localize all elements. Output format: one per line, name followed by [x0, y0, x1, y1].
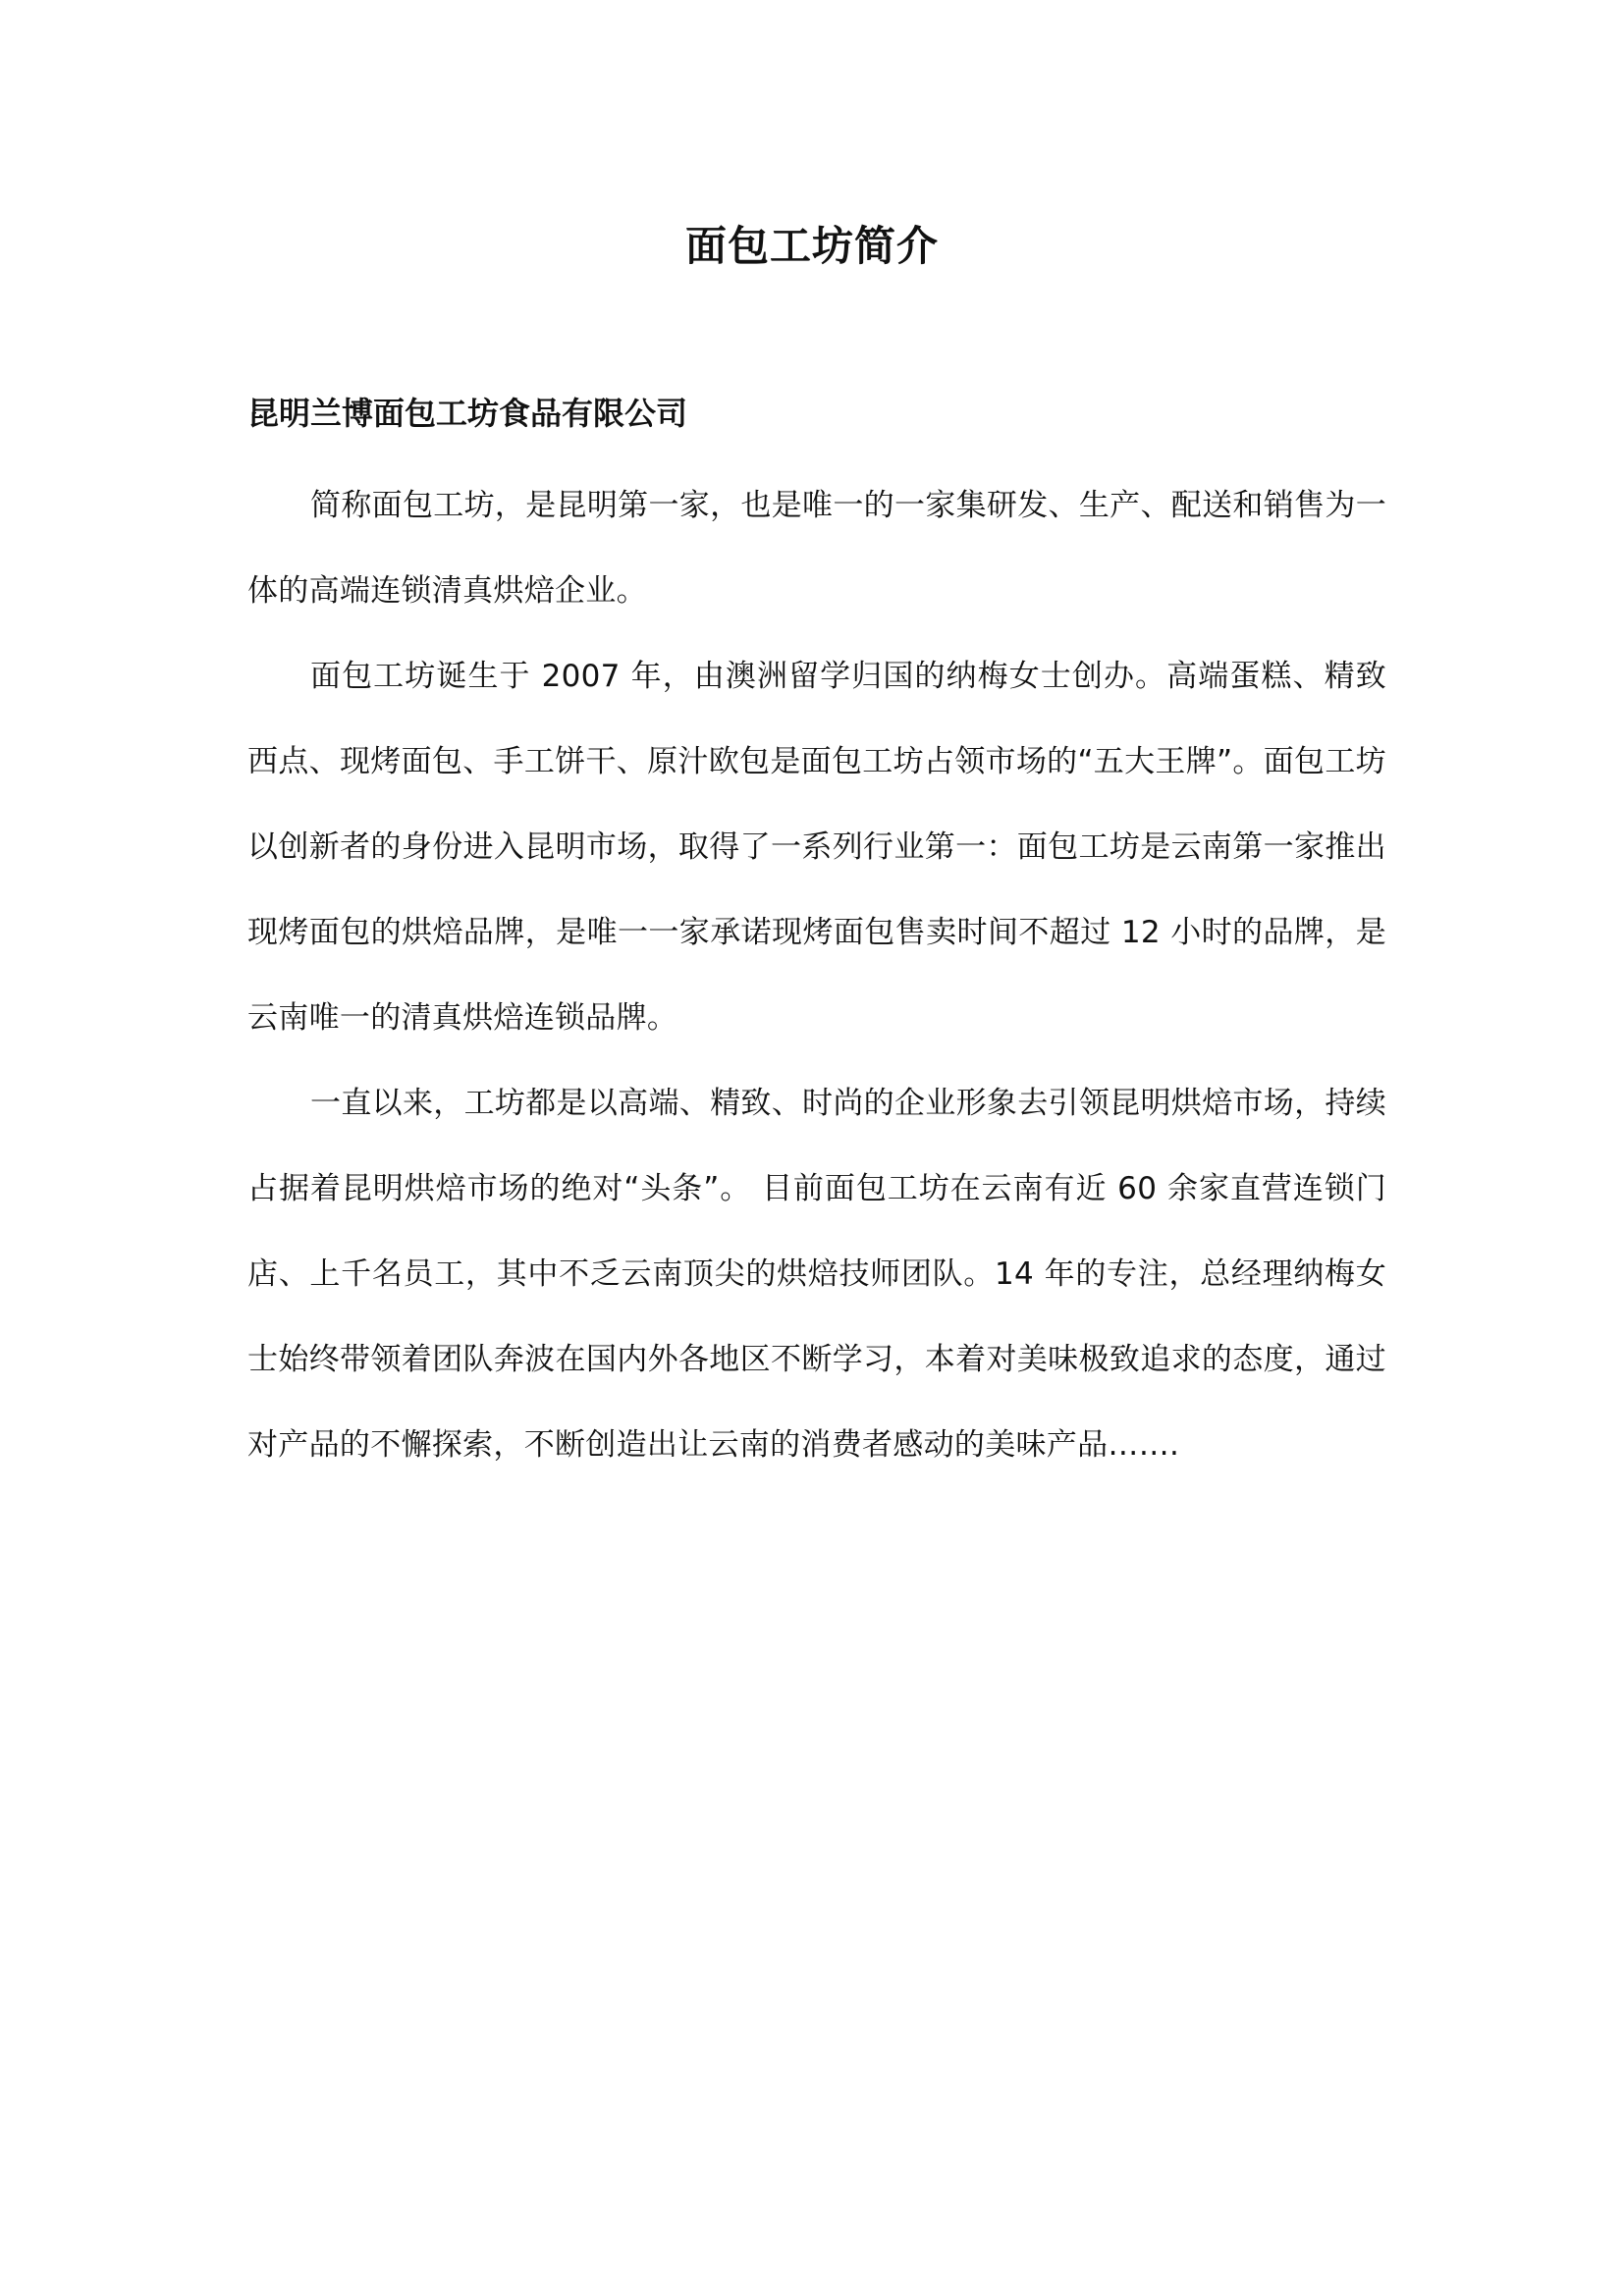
document-body: [247, 463, 1386, 1488]
paragraph-intro: 简称面包工坊，是昆明第一家，也是唯一的一家集研发、生产、配送和销售为一体的高端连锁清真烘焙企业。: [247, 488, 1386, 609]
document-title: 面包工坊简介: [684, 222, 939, 270]
company-name: 昆明兰博面包工坊食品有限公司: [247, 395, 688, 432]
paragraph-mission: 一直以来，工坊都是以高端、精致、时尚的企业形象去引领昆明烘焙市场，持续占据着昆明烘焙市场的绝对“头条”。 目前面包工坊在云南有近 60 余家直营连锁门店、上千名员工，其中不乏云南顶尖的烘焙技师团队。14 年的专注，总经理纳梅女士始终带领着团队奔波在国内外各地区不断学习，本着对美味极致追求的态度，通过对产品的不懈探索，不断创造出让云南的消费者感动的美味产品…….: [247, 1086, 1386, 1463]
paragraph-history: 面包工坊诞生于 2007 年，由澳洲留学归国的纳梅女士创办。高端蛋糕、精致西点、现烤面包、手工饼干、原汁欧包是面包工坊占领市场的“五大王牌”。面包工坊以创新者的身份进入昆明市场，取得了一系列行业第一：面包工坊是云南第一家推出现烤面包的烘焙品牌，是唯一一家承诺现烤面包售卖时间不超过 12 小时的品牌，是云南唯一的清真烘焙连锁品牌。: [247, 659, 1386, 1036]
